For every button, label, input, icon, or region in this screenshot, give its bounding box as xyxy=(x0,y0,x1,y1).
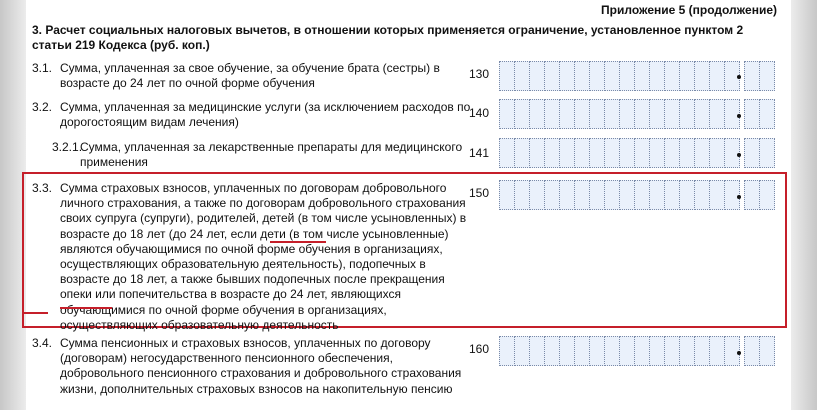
decimal-point xyxy=(737,153,741,157)
row-label: Сумма, уплаченная за лекарственные препараты для медицинского применения xyxy=(80,140,463,170)
row-number: 3.1. xyxy=(32,61,53,75)
page-shadow-right xyxy=(791,0,817,410)
red-pen-mark xyxy=(24,312,48,314)
amount-field-150[interactable] xyxy=(499,180,739,210)
row-label: Сумма, уплаченная за свое обучение, за обучение брата (сестры) в возрасте до 24 лет по очной форме обучения xyxy=(60,61,440,91)
kopecks-field-130[interactable] xyxy=(744,61,774,91)
row-number: 3.2.1. xyxy=(52,140,83,154)
section-title: 3. Расчет социальных налоговых вычетов, в отношении которых применяется ограничение, установленное пунктом 2 статьи 219 Кодекса (руб. коп.) xyxy=(32,23,744,52)
appendix-label: Приложение 5 (продолжение) xyxy=(601,3,777,17)
line-code: 140 xyxy=(469,106,490,120)
kopecks-field-160[interactable] xyxy=(744,336,774,366)
form-sheet xyxy=(26,0,791,410)
row-label: Сумма пенсионных и страховых взносов, уплаченных по договору (договорам) негосударственного пенсионного обеспечения, добровольного пенсионного страхования и добровольного страхования жизни, дополнительных страховых взносов на накопительную пенсию xyxy=(60,336,462,396)
amount-field-140[interactable] xyxy=(499,99,739,129)
amount-field-141[interactable] xyxy=(499,138,739,168)
amount-field-130[interactable] xyxy=(499,61,739,91)
line-code: 130 xyxy=(469,67,490,81)
red-underline xyxy=(270,241,326,243)
kopecks-field-141[interactable] xyxy=(744,138,774,168)
row-number: 3.4. xyxy=(32,336,53,350)
decimal-point xyxy=(737,351,741,355)
line-code: 141 xyxy=(469,146,490,160)
decimal-point xyxy=(737,195,741,199)
amount-field-160[interactable] xyxy=(499,336,739,366)
row-label: Сумма страховых взносов, уплаченных по договорам добровольного личного страхования, а также по договорам добровольного страхования своих супруга (супруги), родителей, детей (в том числе усыновленных) в возрасте до 18 лет (до 24 лет, если дети (в том числе усыновленные) являются обучающимися по очной форме обучения в организациях, осуществляющих образовательную деятельность), подопечных в возрасте до 18 лет, а также бывших подопечных после прекращения опеки или попечительства в возрасте до 24 лет, являющихся обучающимися по очной форме обучения в организациях, осуществляющих образовательную деятельность xyxy=(60,181,467,332)
row-number: 3.3. xyxy=(32,181,53,195)
line-code: 150 xyxy=(469,186,490,200)
line-code: 160 xyxy=(469,342,490,356)
row-number: 3.2. xyxy=(32,100,53,114)
kopecks-field-150[interactable] xyxy=(744,180,774,210)
kopecks-field-140[interactable] xyxy=(744,99,774,129)
decimal-point xyxy=(737,114,741,118)
decimal-point xyxy=(737,75,741,79)
row-label: Сумма, уплаченная за медицинские услуги (за исключением расходов по дорогостоящим видам лечения) xyxy=(60,100,471,130)
red-underline xyxy=(60,307,112,309)
